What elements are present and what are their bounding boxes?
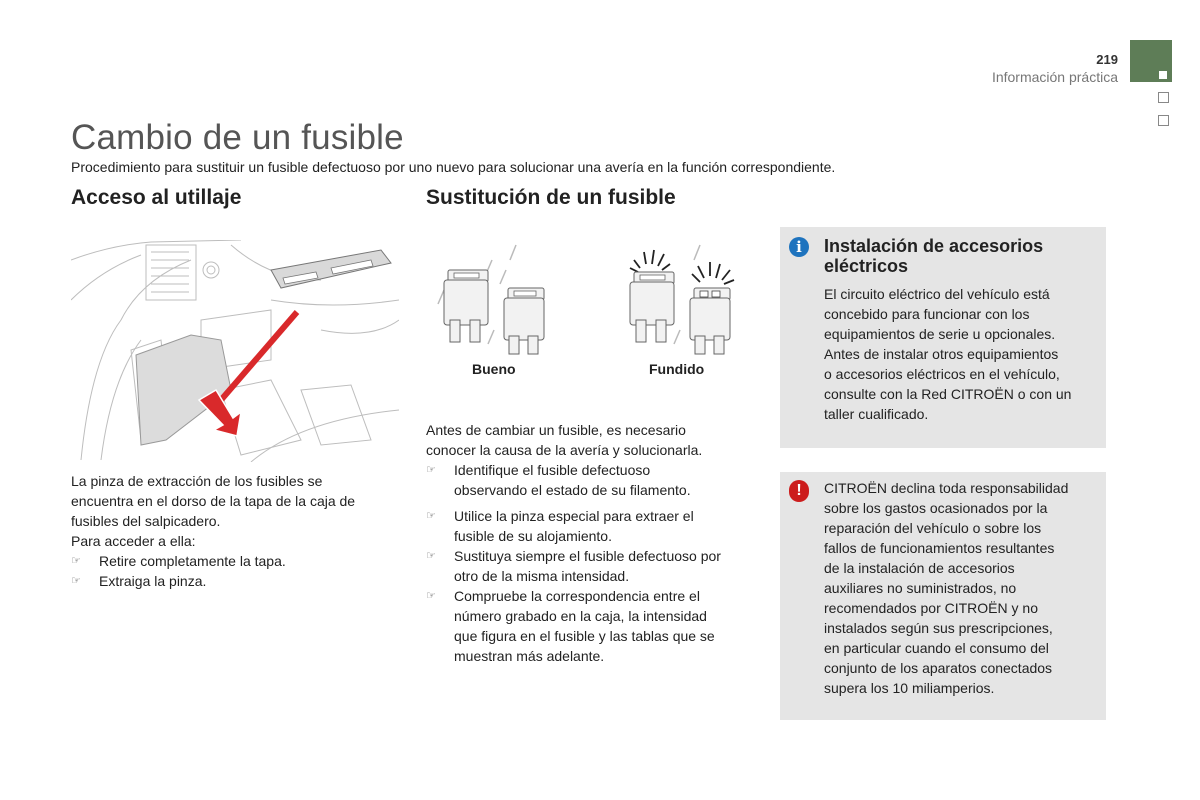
text-line: fallos de funcionamientos resultantes bbox=[824, 540, 1055, 556]
info-box-text bbox=[824, 284, 1104, 424]
text-line: recomendados por CITROËN y no bbox=[824, 600, 1038, 616]
text-line: auxiliares no suministrados, no bbox=[824, 580, 1017, 596]
text-line: Para acceder a ella: bbox=[71, 533, 196, 549]
list-item: ☞ Extraiga la pinza. bbox=[71, 571, 401, 591]
good-fuse-illustration bbox=[436, 240, 561, 355]
warning-box-text bbox=[824, 478, 1104, 698]
dashboard-fuse-cover-illustration bbox=[71, 240, 399, 462]
info-box-accessories bbox=[780, 227, 1106, 448]
text-line: ☞ Utilice la pinza especial para extraer el bbox=[454, 508, 694, 524]
text-line: observando el estado de su filamento. bbox=[454, 482, 691, 498]
text-line: instalados según sus prescripciones, bbox=[824, 620, 1053, 636]
text-line: o accesorios eléctricos en el vehículo, bbox=[824, 366, 1060, 382]
info-box-title bbox=[824, 236, 1043, 276]
fuse-replacement-paragraph bbox=[426, 420, 766, 460]
info-icon: i bbox=[789, 237, 809, 257]
text-line: otro de la misma intensidad. bbox=[454, 568, 630, 584]
text-line: supera los 10 miliamperios. bbox=[824, 680, 995, 696]
text-line: ☞ Sustituya siempre el fusible defectuoso por bbox=[454, 548, 721, 564]
text-line: de la instalación de accesorios bbox=[824, 560, 1015, 576]
text-line: fusible de su alojamiento. bbox=[454, 528, 612, 544]
text-line: Antes de instalar otros equipamientos bbox=[824, 346, 1059, 362]
text-line: Antes de cambiar un fusible, es necesario bbox=[426, 422, 686, 438]
text-line: El circuito eléctrico del vehículo está bbox=[824, 286, 1050, 302]
text-line: concebido para funcionar con los bbox=[824, 306, 1030, 322]
text-line: sobre los gastos ocasionados por la bbox=[824, 500, 1048, 516]
text-line: número grabado en la caja, la intensidad bbox=[454, 608, 707, 624]
text-line: taller cualificado. bbox=[824, 406, 929, 422]
blown-fuse-illustration bbox=[622, 240, 747, 355]
text-line: equipamientos de serie u opcionales. bbox=[824, 326, 1056, 342]
text-line: eléctricos bbox=[824, 256, 909, 276]
chapter-tab-active[interactable] bbox=[1130, 40, 1172, 82]
list-item bbox=[426, 586, 766, 666]
list-item: ☞ Retire completamente la tapa. bbox=[71, 551, 401, 571]
page-number: 219 bbox=[1096, 52, 1118, 67]
text-line: ☞ Compruebe la correspondencia entre el bbox=[454, 588, 700, 604]
tab-marker-icon bbox=[1159, 71, 1167, 79]
caption-good-fuse: Bueno bbox=[472, 361, 516, 377]
text-line: CITROËN declina toda responsabilidad bbox=[824, 480, 1069, 496]
list-item bbox=[426, 460, 766, 500]
section-title: Información práctica bbox=[991, 69, 1118, 85]
text-line: consulte con la Red CITROËN o con un bbox=[824, 386, 1072, 402]
text-line: encuentra en el dorso de la tapa de la caja de bbox=[71, 493, 356, 509]
text-line: La pinza de extracción de los fusibles se bbox=[71, 473, 323, 489]
warning-box-responsibility bbox=[780, 472, 1106, 720]
text-line: ☞ Identifique el fusible defectuoso bbox=[454, 462, 651, 478]
chapter-tab-box[interactable] bbox=[1158, 115, 1169, 126]
fuse-replacement-steps bbox=[426, 460, 766, 666]
chapter-tab-box[interactable] bbox=[1158, 92, 1169, 103]
tool-access-steps bbox=[71, 551, 401, 591]
text-line: reparación del vehículo o sobre los bbox=[824, 520, 1042, 536]
list-item bbox=[426, 506, 766, 546]
text-line: conjunto de los aparatos conectados bbox=[824, 660, 1053, 676]
intro-text: Procedimiento para sustituir un fusible defectuoso por uno nuevo para solucionar una avería en la función correspondiente. bbox=[71, 159, 836, 175]
list-item bbox=[426, 546, 766, 586]
warning-icon: ! bbox=[789, 480, 809, 502]
caption-blown-fuse: Fundido bbox=[649, 361, 705, 377]
heading-fuse-replacement: Sustitución de un fusible bbox=[426, 186, 676, 209]
text-line: fusibles del salpicadero. bbox=[71, 513, 221, 529]
tool-access-paragraph bbox=[71, 471, 401, 551]
heading-tool-access: Acceso al utillaje bbox=[71, 186, 242, 209]
text-line: conocer la causa de la avería y solucionarla. bbox=[426, 442, 703, 458]
text-line: Instalación de accesorios bbox=[824, 236, 1044, 256]
text-line: en particular cuando el consumo del bbox=[824, 640, 1049, 656]
page-title: Cambio de un fusible bbox=[71, 118, 404, 157]
text-line: que figura en el fusible y las tablas que se bbox=[454, 628, 715, 644]
text-line: muestran más adelante. bbox=[454, 648, 605, 664]
